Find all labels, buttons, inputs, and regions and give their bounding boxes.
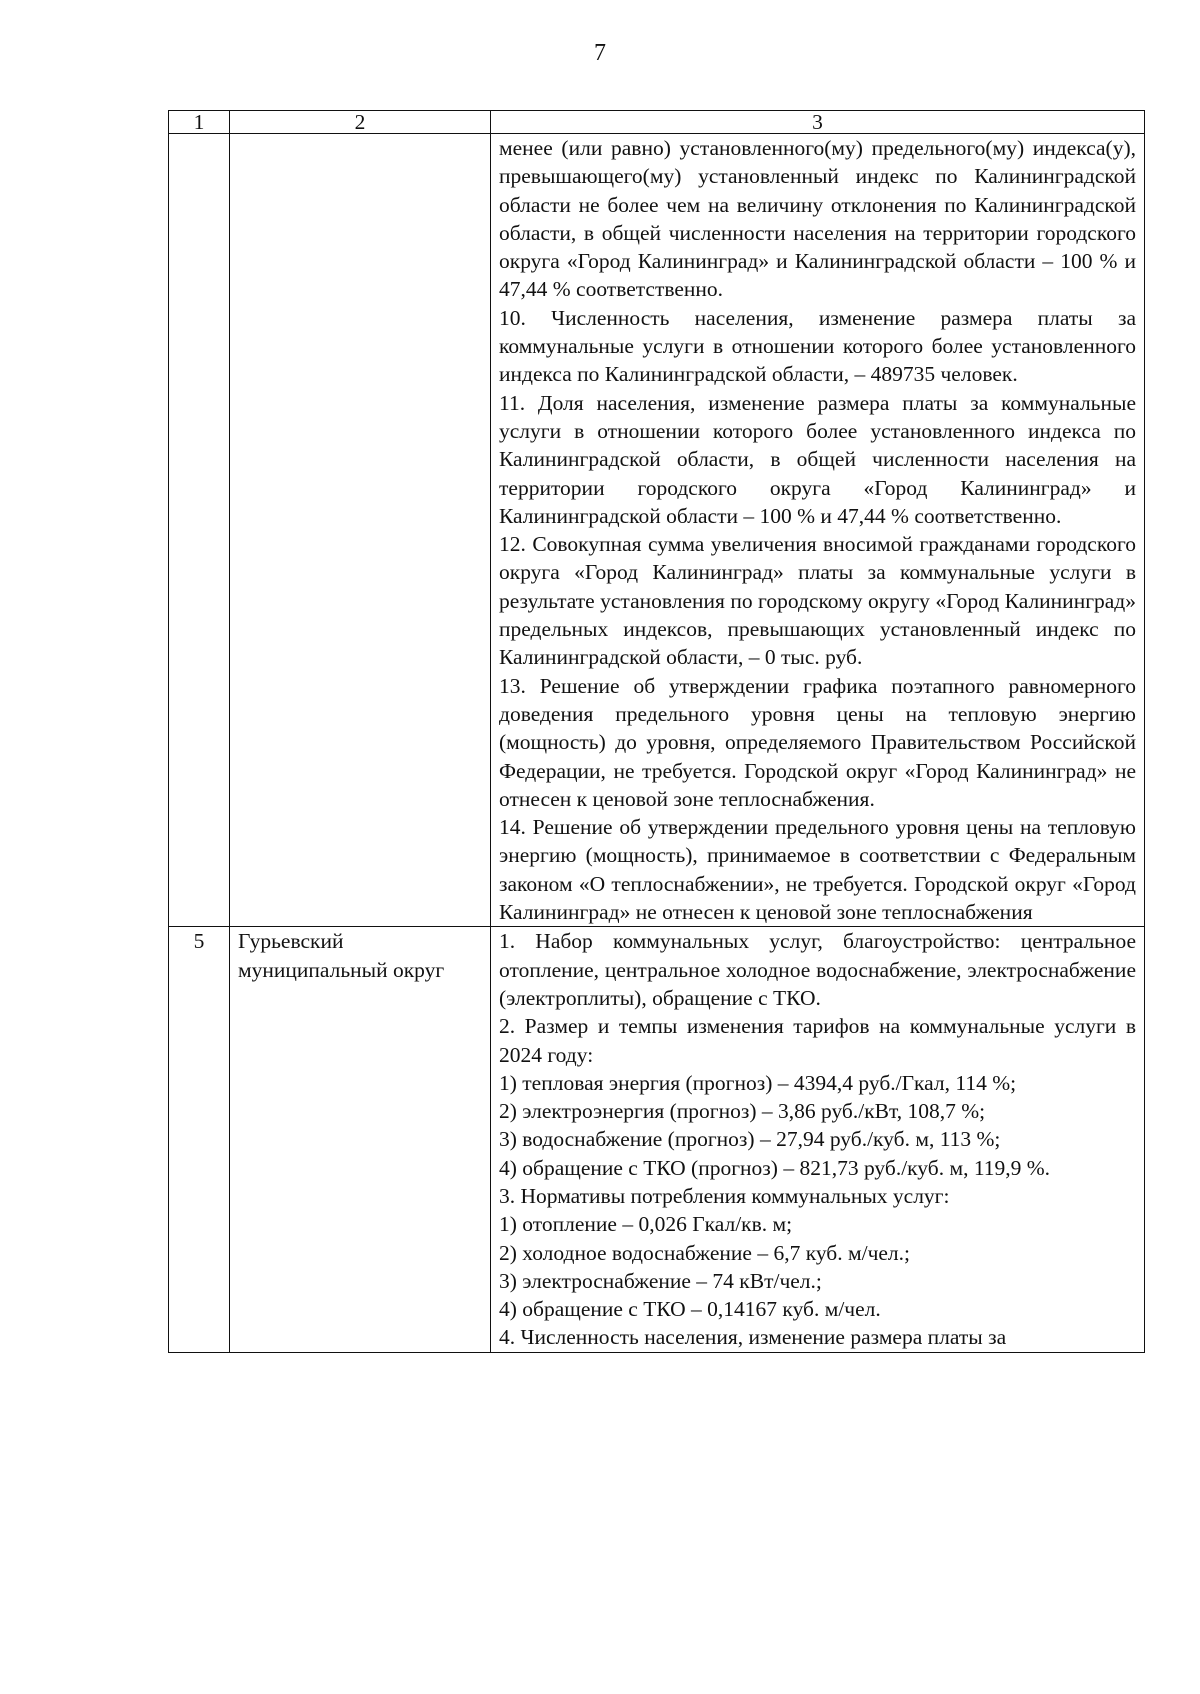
- table-row-5: [169, 927, 1145, 1352]
- paragraph-12: 12. Совокупная сумма увеличения вносимой гражданами городского округа «Город Калининград» платы за коммунальные услуги в результате установления по городскому округу «Город Калининград» предельных индексов, превышающих установленный индекс по Калининградской области, – 0 тыс. руб.: [499, 532, 1136, 670]
- column-header-1: 1: [169, 111, 230, 134]
- list-item: 1) отопление – 0,026 Гкал/кв. м;: [499, 1212, 793, 1237]
- list-item: 2) холодное водоснабжение – 6,7 куб. м/чел.;: [499, 1240, 910, 1265]
- paragraph-14: 14. Решение об утверждении предельного уровня цены на тепловую энергию (мощность), принимаемое в соответствии с Федеральным законом «О теплоснабжении», не требуется. Городской округ «Город Калининград» не отнесен к ценовой зоне теплоснабжения: [499, 815, 1136, 925]
- region-cell: [230, 134, 491, 927]
- paragraph-4: 4. Численность населения, изменение размера платы за: [499, 1325, 1007, 1350]
- document-table: [168, 110, 1145, 1353]
- list-item: 3) электроснабжение – 74 кВт/чел.;: [499, 1268, 822, 1293]
- row-number-cell: [169, 134, 230, 927]
- page-number: 7: [594, 40, 606, 66]
- content-cell: [491, 134, 1145, 927]
- column-header-2: 2: [230, 111, 491, 134]
- tariff-list: [499, 1069, 1136, 1182]
- list-item: 3) водоснабжение (прогноз) – 27,94 руб./куб. м, 113 %;: [499, 1127, 1001, 1152]
- paragraph-10: 10. Численность населения, изменение размера платы за коммунальные услуги в отношении которого более установленного индекса по Калининградской области, – 489735 человек.: [499, 305, 1136, 387]
- norms-list: [499, 1210, 1136, 1323]
- list-item: 1) тепловая энергия (прогноз) – 4394,4 руб./Гкал, 114 %;: [499, 1070, 1017, 1095]
- column-header-3: 3: [491, 111, 1145, 134]
- paragraph-3: 3. Нормативы потребления коммунальных услуг:: [499, 1183, 950, 1208]
- paragraph-2: 2. Размер и темпы изменения тарифов на коммунальные услуги в 2024 году:: [499, 1014, 1136, 1067]
- list-item: 2) электроэнергия (прогноз) – 3,86 руб./кВт, 108,7 %;: [499, 1099, 986, 1124]
- paragraph-11: 11. Доля населения, изменение размера платы за коммунальные услуги в отношении которого более установленного индекса по Калининградской области, в общей численности населения на территории городского округа «Город Калининград» и Калининградской области – 100 % и 47,44 % соответственно.: [499, 390, 1136, 528]
- paragraph-1: 1. Набор коммунальных услуг, благоустройство: центральное отопление, центральное холодное водоснабжение, электроснабжение (электроплиты), обращение с ТКО.: [499, 929, 1136, 1010]
- region-name: Гурьевский муниципальный округ: [230, 927, 491, 1352]
- list-item: 4) обращение с ТКО (прогноз) – 821,73 руб./куб. м, 119,9 %.: [499, 1155, 1051, 1180]
- table-header-row: [169, 111, 1145, 134]
- paragraph-13: 13. Решение об утверждении графика поэтапного равномерного доведения предельного уровня цены на тепловую энергию (мощность) до уровня, определяемого Правительством Российской Федерации, не требуется. Городской округ «Город Калининград» не отнесен к ценовой зоне теплоснабжения.: [499, 673, 1136, 811]
- row-number: 5: [169, 927, 230, 1352]
- content-cell: [491, 927, 1145, 1352]
- table-row-continued: [169, 134, 1145, 927]
- paragraph-9-continued: менее (или равно) установленного(му) предельного(му) индекса(у), превышающего(му) установленный индекс по Калининградской области не более чем на величину отклонения по Калининградской области, в общей численности населения на территории городского округа «Город Калининград» и Калининградской области – 100 % и 47,44 % соответственно.: [499, 136, 1136, 302]
- list-item: 4) обращение с ТКО – 0,14167 куб. м/чел.: [499, 1297, 881, 1322]
